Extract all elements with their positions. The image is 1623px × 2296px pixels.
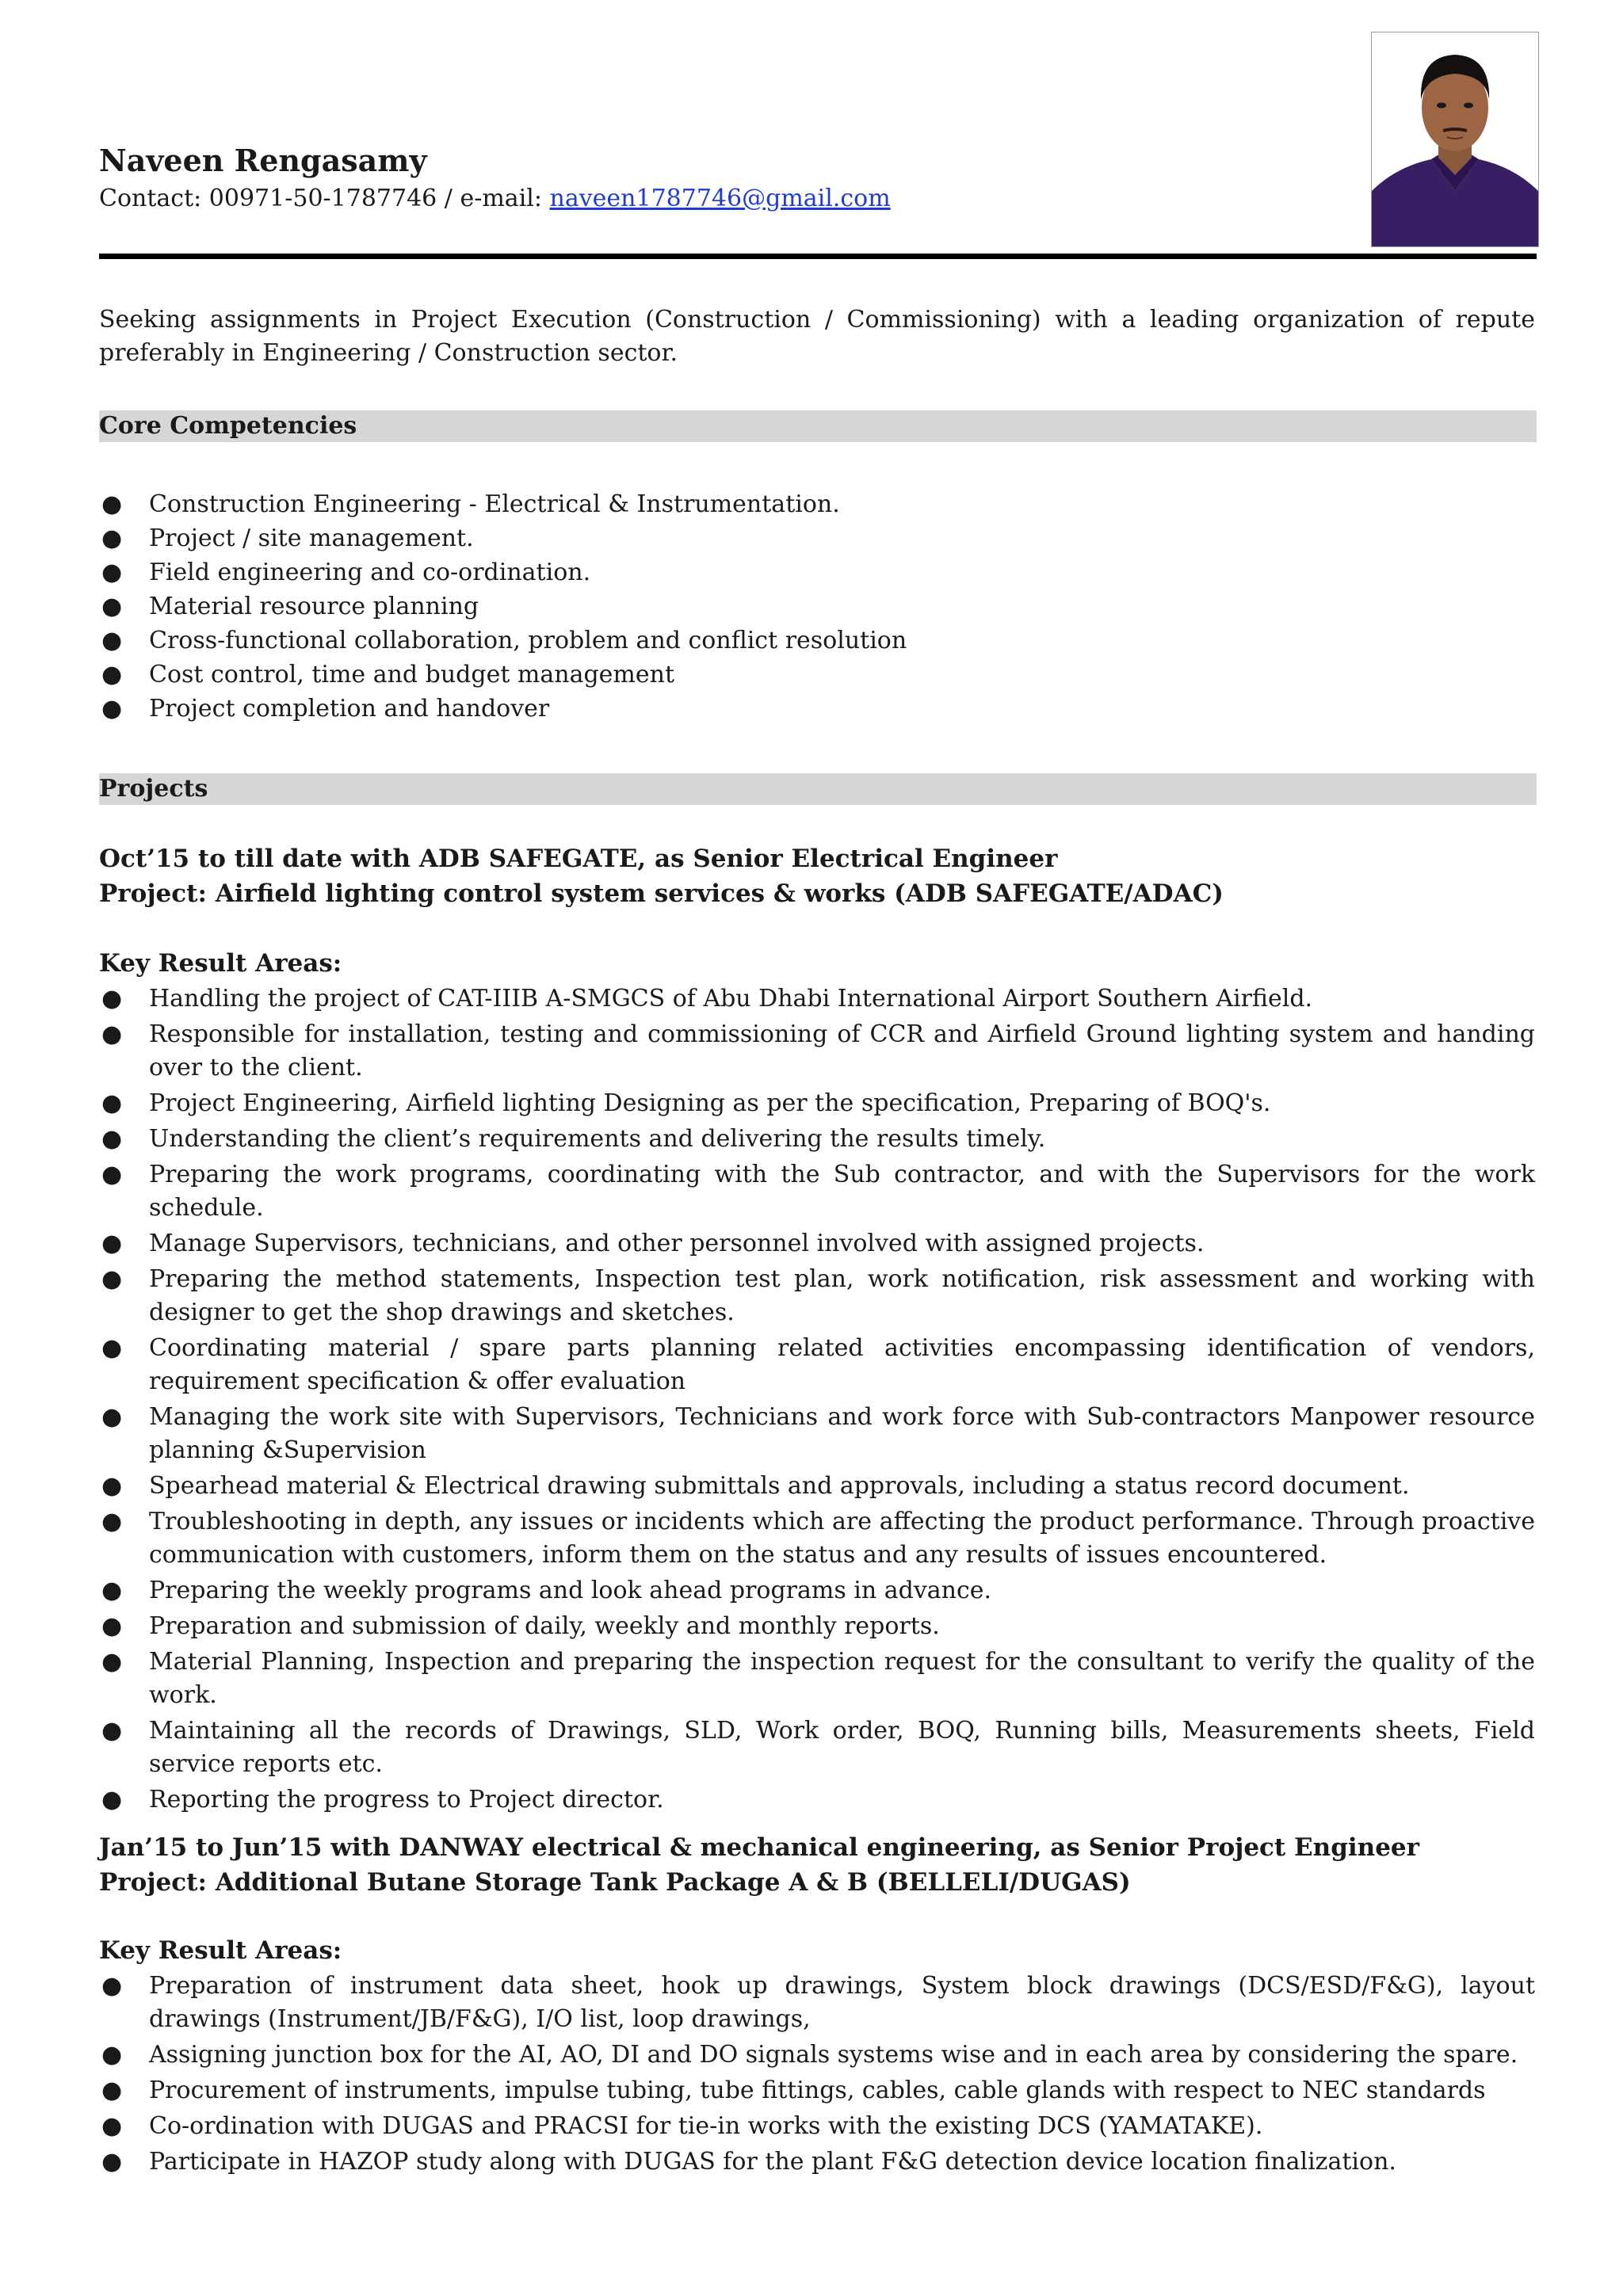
email-link[interactable]: naveen1787746@gmail.com [549,185,891,212]
list-item: ● Field engineering and co-ordination. [101,559,591,586]
projects-heading: Projects [99,773,1537,805]
list-item: ● Cross-functional collaboration, problem and conflict resolution [101,627,907,654]
list-item: ● Project / site management. [101,524,474,552]
list-item: ● Cost control, time and budget management [101,661,675,688]
job-1-heading [99,841,1224,911]
list-item: ● Assigning junction box for the AI, AO, DI and DO signals systems wise and in each area by considering the spare. [101,2041,1518,2069]
list-item: ● Material Planning, Inspection and preparing the inspection request for the consultant to verify the quality of the work. [101,1648,1535,1709]
list-item: ● Preparing the weekly programs and look ahead programs in advance. [101,1577,992,1604]
list-item: ● Coordinating material / spare parts planning related activities encompassing identification of vendors, requirement specification & offer evaluation [101,1334,1535,1395]
list-item: ● Preparation and submission of daily, weekly and monthly reports. [101,1612,940,1640]
core-competencies-list [99,487,1535,726]
objective-text: Seeking assignments in Project Execution (Construction / Commissioning) with a leading organization of repute preferably in Engineering / Construction sector. [99,306,1535,367]
list-item: ● Preparation of instrument data sheet, hook up drawings, System block drawings (DCS/ESD/F&G), layout drawings (Instrument/JB/F&G), I/O list, loop drawings, [101,1972,1535,2033]
list-item: ● Handling the project of CAT-IIIB A-SMGCS of Abu Dhabi International Airport Southern Airfield. [101,985,1313,1013]
list-item: ● Construction Engineering - Electrical & Instrumentation. [101,490,840,518]
list-item: ● Procurement of instruments, impulse tubing, tube fittings, cables, cable glands with respect to NEC standards [101,2077,1486,2104]
job-2-role: Jan’15 to Jun’15 with DANWAY electrical & mechanical engineering, as Senior Project Engineer [99,1833,1419,1862]
list-item: ● Managing the work site with Supervisors, Technicians and work force with Sub-contractors Manpower resource planning &Supervision [101,1403,1535,1464]
job-2-heading [99,1830,1419,1900]
list-item: ● Project completion and handover [101,695,550,723]
list-item: ● Material resource planning [101,593,479,620]
job-1-role: Oct’15 to till date with ADB SAFEGATE, as Senior Electrical Engineer [99,845,1058,873]
job-1-project: Project: Airfield lighting control system services & works (ADB SAFEGATE/ADAC) [99,879,1224,908]
list-item: ● Preparing the method statements, Inspection test plan, work notification, risk assessment and working with designer to get the shop drawings and sketches. [101,1265,1535,1326]
list-item: ● Preparing the work programs, coordinating with the Sub contractor, and with the Supervisors for the work schedule. [101,1161,1535,1222]
list-item: ● Maintaining all the records of Drawings, SLD, Work order, BOQ, Running bills, Measurements sheets, Field service reports etc. [101,1717,1535,1778]
profile-photo [1371,32,1539,247]
job-1-kra-title: Key Result Areas: [99,949,342,978]
contact-line [99,185,891,212]
job-2-kra-list [99,1970,1535,2181]
header-divider [99,254,1537,259]
list-item: ● Understanding the client’s requirements and delivering the results timely. [101,1125,1046,1153]
list-item: ● Project Engineering, Airfield lighting Designing as per the specification, Preparing of BOQ's. [101,1089,1271,1117]
list-item: ● Participate in HAZOP study along with DUGAS for the plant F&G detection device location finalization. [101,2148,1396,2176]
list-item: ● Co-ordination with DUGAS and PRACSI for tie-in works with the existing DCS (YAMATAKE). [101,2112,1263,2140]
job-2-kra-title: Key Result Areas: [99,1936,342,1965]
job-2-project: Project: Additional Butane Storage Tank Package A & B (BELLELI/DUGAS) [99,1868,1131,1897]
job-1-kra-list [99,982,1535,1819]
list-item: ● Manage Supervisors, technicians, and other personnel involved with assigned projects. [101,1230,1205,1257]
list-item: ● Reporting the progress to Project director. [101,1786,664,1814]
profile-photo-image [1372,32,1538,246]
list-item: ● Troubleshooting in depth, any issues or incidents which are affecting the product performance. Through proactive communication with customers, inform them on the status and any results of issues encountered. [101,1508,1535,1569]
list-item: ● Spearhead material & Electrical drawing submittals and approvals, including a status record document. [101,1472,1410,1500]
contact-phone: Contact: 00971-50-1787746 / e-mail: [99,185,550,212]
core-competencies-heading: Core Competencies [99,410,1537,442]
candidate-name: Naveen Rengasamy [99,143,427,178]
list-item: ● Responsible for installation, testing and commissioning of CCR and Airfield Ground lighting system and handing over to the client. [101,1020,1535,1081]
